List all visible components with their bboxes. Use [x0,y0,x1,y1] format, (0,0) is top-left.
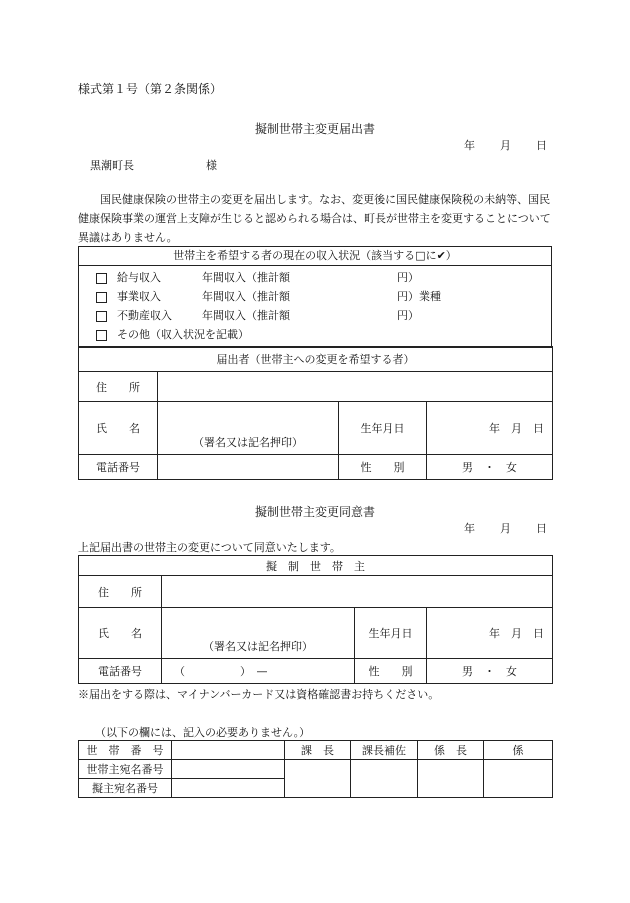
consent-phone-field[interactable]: （ ） — [162,659,355,684]
checkbox-salary[interactable] [96,273,107,284]
applicant-table [78,346,553,480]
stamp-box-staff[interactable] [484,760,553,798]
applicant-birth-field[interactable]: 年 月 日 [427,402,553,455]
income-section [78,246,552,348]
applicant-phone-label: 電話番号 [79,455,158,480]
form-number: 様式第１号（第２条関係） [78,82,223,96]
applicant-birth-label: 生年月日 [339,402,427,455]
applicant-sex-options[interactable]: 男 ・ 女 [427,455,553,480]
income-item-salary: 給与収入 [96,269,161,285]
consent-title: 擬制世帯主変更同意書 [254,505,375,519]
approval-staff: 係 [484,741,553,760]
checkbox-realestate[interactable] [96,311,107,322]
addressee-suffix: 様 [206,159,217,172]
office-head-address-number-label: 世帯主宛名番号 [79,760,172,779]
applicant-name-field[interactable] [158,402,339,455]
consent-statement: 上記届出書の世帯主の変更について同意いたします。 [78,541,341,554]
stamp-box-unit-chief[interactable] [418,760,484,798]
addressee: 黒潮町長 [90,159,134,172]
notification-body: 国民健康保険の世帯主の変更を届出します。なお、変更後に国民健康保険税の未納等、国民健康保険事業の運営上支障が生じると認められる場合は、町長が世帯主を変更することについて異議はありません。 [78,193,551,244]
income-header: 世帯主を希望する者の現在の収入状況（該当する□に✔） [79,247,551,266]
consent-phone-label: 電話番号 [79,659,162,684]
checkbox-business[interactable] [96,292,107,303]
notification-date-year: 年 [464,139,475,152]
office-note: （以下の欄には、記入の必要ありません。） [95,726,311,739]
consent-signature-note: （署名又は記名押印） [203,640,313,653]
consent-table [78,555,553,684]
income-salary-annual: 年間収入（推計額 [202,271,290,284]
income-item-realestate: 不動産収入 [96,307,172,323]
income-realestate-annual: 年間収入（推計額 [202,309,290,322]
consent-date-day: 日 [536,522,547,535]
applicant-address-label: 住 所 [79,372,158,402]
office-table [78,740,553,798]
applicant-address-field[interactable] [158,372,553,402]
approval-unit-chief: 係 長 [418,741,484,760]
income-business-close: 円）業種 [397,290,441,303]
notification-title: 擬制世帯主変更届出書 [254,122,375,136]
office-proxy-address-number-label: 擬主宛名番号 [79,779,172,798]
consent-sex-label: 性 別 [355,659,427,684]
consent-date-month: 月 [500,522,511,535]
office-proxy-address-number-field[interactable] [172,779,285,798]
consent-date-year: 年 [464,522,475,535]
consent-address-field[interactable] [162,576,553,608]
checkbox-other[interactable] [96,330,107,341]
consent-sex-options[interactable]: 男 ・ 女 [427,659,553,684]
consent-name-field[interactable] [162,608,355,659]
notification-date-day: 日 [536,139,547,152]
stamp-box-section-chief[interactable] [285,760,351,798]
applicant-name-label: 氏 名 [79,402,158,455]
stamp-box-deputy-chief[interactable] [351,760,418,798]
notification-date-month: 月 [500,139,511,152]
signature-note: （署名又は記名押印） [193,436,303,449]
income-business-annual: 年間収入（推計額 [202,290,290,303]
office-head-address-number-field[interactable] [172,760,285,779]
office-household-number-label: 世 帯 番 号 [79,741,172,760]
applicant-sex-label: 性 別 [339,455,427,480]
consent-header: 擬 制 世 帯 主 [79,556,553,576]
office-household-number-field[interactable] [172,741,285,760]
income-item-other: その他（収入状況を記載） [96,326,249,342]
income-item-business: 事業収入 [96,288,161,304]
income-salary-close: 円） [397,271,419,284]
income-realestate-close: 円） [397,309,419,322]
applicant-header: 届出者（世帯主への変更を希望する者） [79,347,553,372]
approval-section-chief: 課 長 [285,741,351,760]
approval-deputy-chief: 課長補佐 [351,741,418,760]
consent-birth-label: 生年月日 [355,608,427,659]
notice-text: ※届出をする際は、マイナンバーカード又は資格確認書お持ちください。 [78,688,440,701]
consent-address-label: 住 所 [79,576,162,608]
consent-name-label: 氏 名 [79,608,162,659]
applicant-phone-field[interactable] [158,455,339,480]
consent-birth-field[interactable]: 年 月 日 [427,608,553,659]
